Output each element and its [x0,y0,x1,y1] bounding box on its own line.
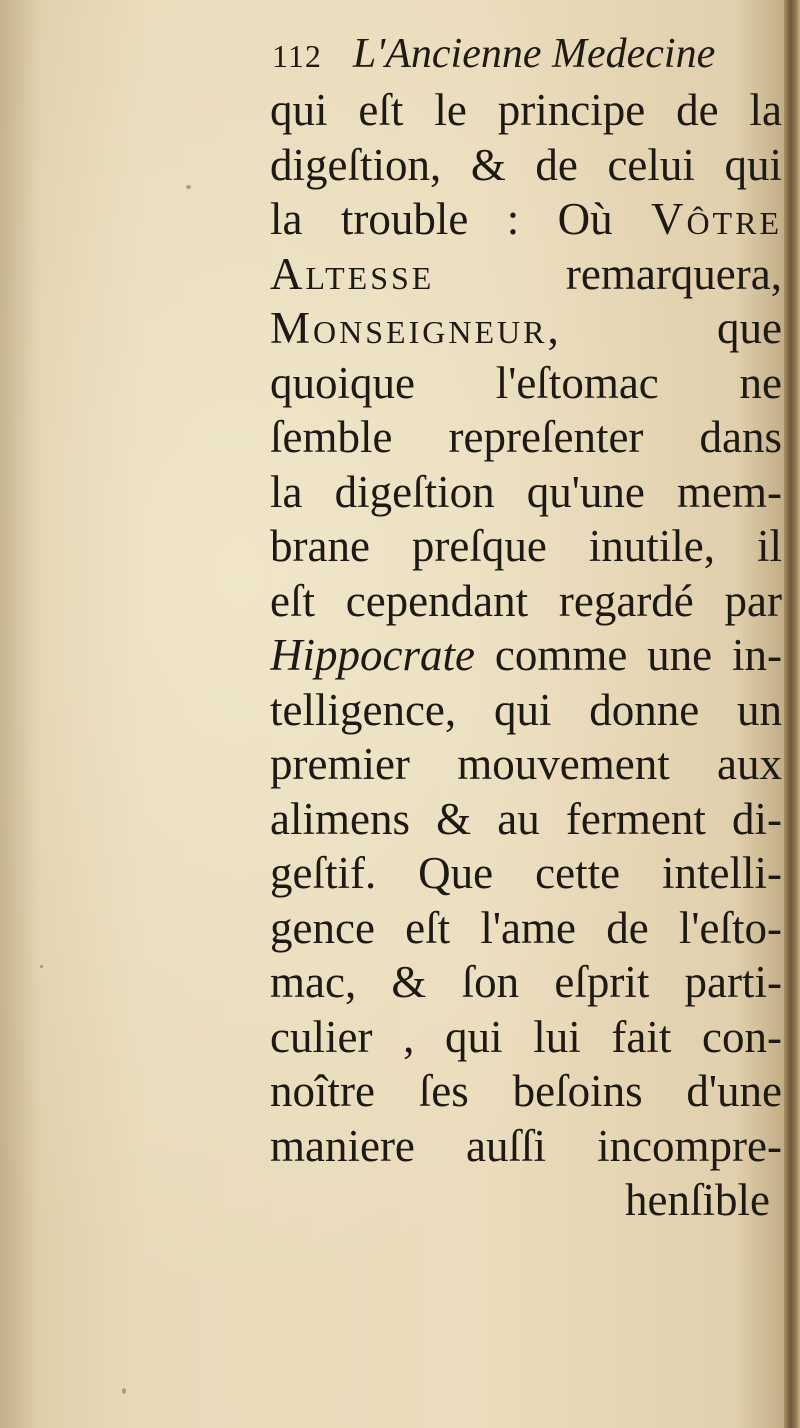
page-header [272,30,715,80]
page-edge [784,0,800,1428]
paper-speck [40,965,43,968]
text-line-rest: remarquera, [565,248,782,299]
paper-speck [186,185,191,189]
smallcaps-word: Monseigneur [270,303,548,353]
text-line: qui eſt le principe de la [270,85,782,135]
text-line [270,192,782,247]
text-line: eſt cependant regardé par [270,575,782,626]
text-line: quoique l'eſtomac ne [270,357,782,408]
text-line-rest: comme une in- [494,630,782,680]
text-line: maniere auſſi incompre- [270,1120,782,1171]
text-line [270,247,782,302]
text-line: ſemble repreſenter dans [270,412,782,462]
text-line: brane preſque inutile, il [270,521,782,571]
running-title: L'Ancienne Medecine [352,31,716,77]
body-text [270,83,782,1228]
text-line: premier mouvement aux [270,739,782,789]
text-line: gence eſt l'ame de l'eſto- [270,902,782,953]
text-line [270,301,782,356]
page-number: 112 [272,38,322,74]
text-line: mac, & ſon eſprit parti- [270,957,782,1007]
text-line-rest: , que [547,303,782,353]
text-line: noître ſes beſoins d'une [270,1066,782,1116]
text-line: alimens & au ferment di- [270,793,782,844]
paper-speck [122,1388,126,1394]
spine-shadow [0,0,40,1428]
smallcaps-word: Vôtre [650,194,782,244]
text-line [270,628,782,683]
text-line: digeſtion, & de celui qui [270,139,782,190]
text-line: la digeſtion qu'une mem- [270,466,782,517]
italic-name: Hippocrate [270,630,475,680]
text-line-start: la trouble : Où [270,194,613,244]
text-line: telligence, qui donne un [270,684,782,735]
text-line: geſtif. Que cette intelli- [270,848,782,898]
text-line: culier , qui lui fait con- [270,1011,782,1062]
catchword: henſible [625,1175,770,1225]
smallcaps-word: Altesse [270,248,435,299]
